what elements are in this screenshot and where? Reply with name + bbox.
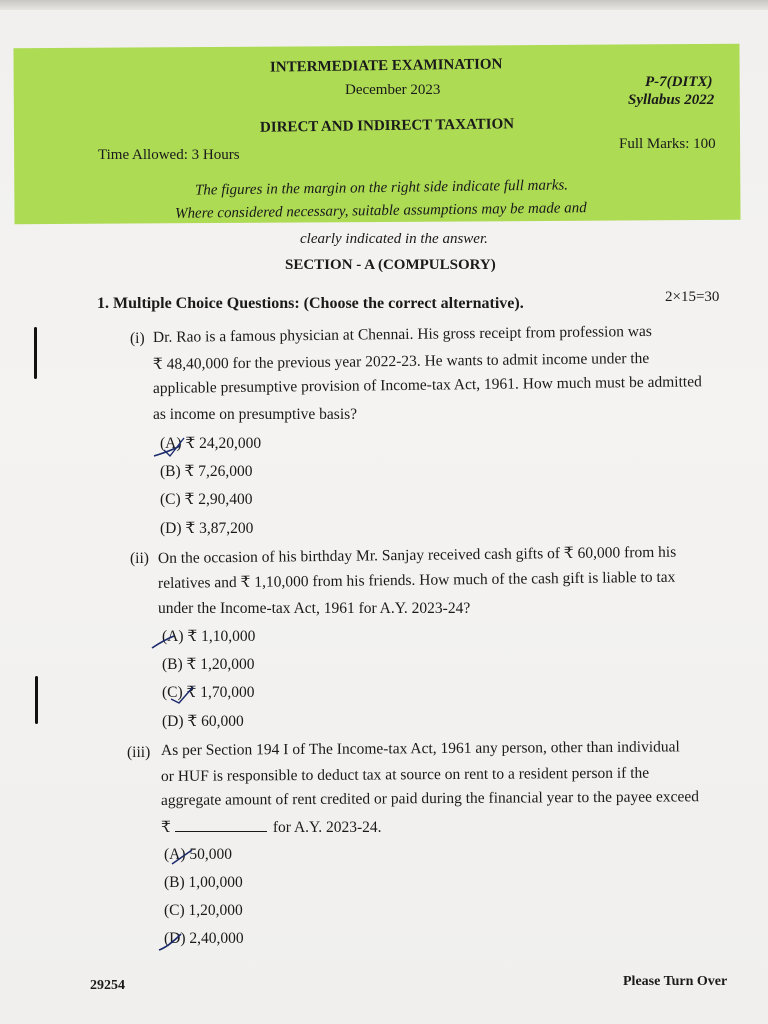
pen-tick-mark — [150, 432, 190, 462]
question-number-i: (i) — [130, 330, 145, 347]
instruction-line-3: clearly indicated in the answer. — [300, 231, 488, 247]
question-ii-option-c: (C) ₹ 1,70,000 — [162, 684, 255, 701]
paper-code: P-7(DITX) — [645, 74, 713, 90]
margin-line-mark — [34, 327, 37, 379]
syllabus-label: Syllabus 2022 — [628, 92, 715, 108]
question-number-ii: (ii) — [130, 550, 149, 567]
rupee-symbol: ₹ — [161, 819, 171, 836]
question-iii-line-2: or HUF is responsible to deduct tax at source on rent to a resident person if the — [160, 764, 650, 785]
question-ii-option-d: (D) ₹ 60,000 — [162, 713, 244, 730]
question-iii-option-d: (D) 2,40,000 — [164, 930, 244, 947]
pen-tick-mark — [170, 846, 206, 868]
question-i-option-d: (D) ₹ 3,87,200 — [160, 520, 254, 537]
question-iii-option-b: (B) 1,00,000 — [164, 874, 243, 891]
please-turn-over: Please Turn Over — [623, 974, 728, 989]
question-iii-line-1: As per Section 194 I of The Income-tax Act, 1961 any person, other than individual — [160, 738, 680, 759]
exam-title: INTERMEDIATE EXAMINATION — [269, 56, 503, 76]
question-iii-option-c: (C) 1,20,000 — [164, 902, 243, 919]
question-number-iii: (iii) — [127, 744, 151, 761]
full-marks: Full Marks: 100 — [619, 136, 716, 152]
question-i-option-c: (C) ₹ 2,90,400 — [160, 491, 253, 508]
question-i-line-4: as income on presumptive basis? — [153, 406, 358, 423]
question-ii-line-3: under the Income-tax Act, 1961 for A.Y. 2023-24? — [158, 600, 471, 617]
question-i-line-3: applicable presumptive provision of Income-tax Act, 1961. How much must be admitted — [152, 373, 702, 397]
instruction-line-2: Where considered necessary, suitable assumptions may be made and — [174, 200, 587, 222]
question-iii-line-3: aggregate amount of rent credited or paid during the financial year to the payee exceed — [160, 788, 699, 809]
question-iii-line-4-suffix: for A.Y. 2023-24. — [272, 819, 382, 836]
subject-title: DIRECT AND INDIRECT TAXATION — [259, 116, 515, 136]
question-heading: 1. Multiple Choice Questions: (Choose the correct alternative). — [97, 295, 524, 312]
margin-line-mark — [35, 676, 38, 724]
question-iii-option-a: (A) 50,000 — [164, 846, 233, 863]
question-ii-line-2: relatives and ₹ 1,10,000 from his friends. How much of the cash gift is liable to tax — [157, 568, 676, 592]
question-i-line-1: Dr. Rao is a famous physician at Chennai. His gross receipt from profession was — [152, 322, 652, 346]
question-ii-option-b: (B) ₹ 1,20,000 — [162, 656, 255, 673]
time-allowed: Time Allowed: 3 Hours — [98, 147, 240, 163]
answer-blank — [175, 817, 267, 832]
question-i-line-2: ₹ 48,40,000 for the previous year 2022-23. He wants to admit income under the — [152, 349, 650, 373]
question-i-option-b: (B) ₹ 7,26,000 — [160, 463, 253, 480]
pen-tick-mark — [163, 683, 199, 705]
paper-top-edge — [0, 0, 768, 10]
instruction-line-1: The figures in the margin on the right side indicate full marks. — [194, 177, 569, 199]
question-ii-option-a: (A) ₹ 1,10,000 — [162, 628, 256, 645]
exam-session: December 2023 — [345, 82, 441, 98]
pen-tick-mark — [155, 928, 191, 954]
question-i-option-a: (A) ₹ 24,20,000 — [160, 435, 262, 452]
section-title: SECTION - A (COMPULSORY) — [285, 257, 496, 273]
pen-tick-mark — [150, 630, 186, 652]
question-ii-line-1: On the occasion of his birthday Mr. Sanjay received cash gifts of ₹ 60,000 from his — [157, 543, 677, 567]
question-marks: 2×15=30 — [665, 289, 720, 305]
question-iii-line-4 — [161, 817, 382, 837]
page-code: 29254 — [90, 978, 125, 993]
